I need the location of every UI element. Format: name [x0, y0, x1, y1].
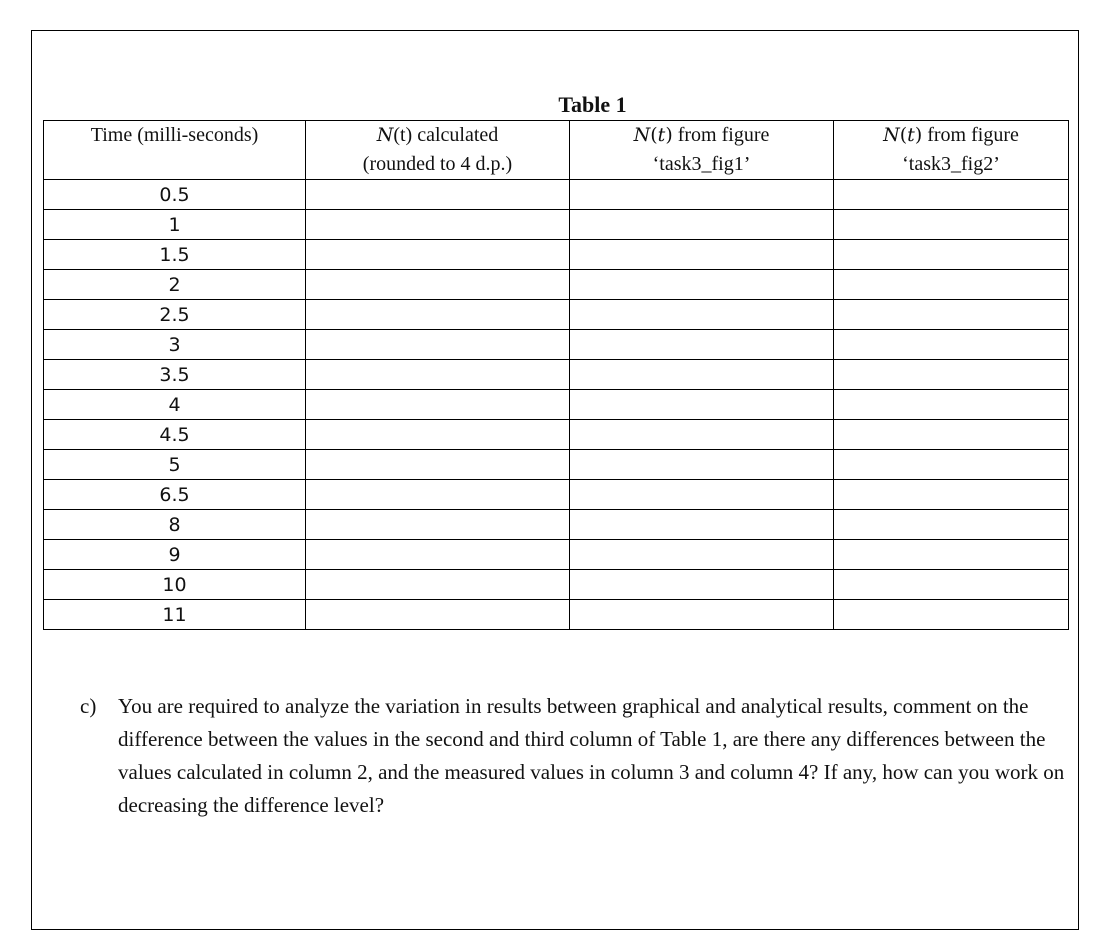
fig2-cell[interactable]	[834, 330, 1069, 360]
calculated-cell[interactable]	[306, 360, 570, 390]
calculated-cell[interactable]	[306, 330, 570, 360]
fig2-cell[interactable]	[834, 450, 1069, 480]
header-fig2	[834, 121, 1069, 180]
fig2-cell[interactable]	[834, 270, 1069, 300]
fig1-cell[interactable]	[570, 600, 834, 630]
fig2-cell[interactable]	[834, 480, 1069, 510]
header-fig2-paren-close: )	[914, 124, 923, 146]
header-calculated-line1: calculated	[412, 124, 499, 146]
fig1-cell[interactable]	[570, 210, 834, 240]
calculated-cell[interactable]	[306, 210, 570, 240]
fig2-cell[interactable]	[834, 300, 1069, 330]
table-row	[44, 390, 1069, 420]
results-table	[43, 120, 1069, 630]
time-cell: 11	[44, 600, 306, 630]
header-fig1-symbol: N	[633, 124, 651, 146]
header-time-label: Time (milli-seconds)	[90, 124, 259, 146]
fig2-cell[interactable]	[834, 600, 1069, 630]
fig1-cell[interactable]	[570, 480, 834, 510]
fig1-cell[interactable]	[570, 270, 834, 300]
time-cell: 8	[44, 510, 306, 540]
calculated-cell[interactable]	[306, 390, 570, 420]
calculated-cell[interactable]	[306, 570, 570, 600]
fig2-cell[interactable]	[834, 420, 1069, 450]
fig1-cell[interactable]	[570, 570, 834, 600]
question-c	[80, 690, 1070, 822]
calculated-cell[interactable]	[306, 480, 570, 510]
fig2-cell[interactable]	[834, 570, 1069, 600]
table-title: Table 1	[558, 92, 627, 117]
time-cell: 4	[44, 390, 306, 420]
time-cell: 2.5	[44, 300, 306, 330]
fig2-cell[interactable]	[834, 240, 1069, 270]
header-fig2-symbol: N	[883, 124, 900, 146]
table-row	[44, 240, 1069, 270]
time-cell: 10	[44, 570, 306, 600]
fig2-cell[interactable]	[834, 360, 1069, 390]
table-row	[44, 600, 1069, 630]
header-fig1-line1: from figure	[672, 124, 770, 146]
time-cell: 9	[44, 540, 306, 570]
header-fig1-paren-open: (	[650, 124, 658, 146]
table-row	[44, 300, 1069, 330]
fig1-cell[interactable]	[570, 540, 834, 570]
header-time	[44, 121, 306, 180]
table-row	[44, 570, 1069, 600]
time-cell: 5	[44, 450, 306, 480]
table-row	[44, 330, 1069, 360]
header-row	[44, 121, 1069, 180]
table-row	[44, 420, 1069, 450]
fig2-cell[interactable]	[834, 510, 1069, 540]
time-cell: 3	[44, 330, 306, 360]
header-fig1	[570, 121, 834, 180]
header-calculated-paren: (t)	[393, 124, 413, 146]
calculated-cell[interactable]	[306, 300, 570, 330]
time-cell: 3.5	[44, 360, 306, 390]
calculated-cell[interactable]	[306, 180, 570, 210]
table-row	[44, 360, 1069, 390]
header-calculated-symbol: N	[376, 124, 394, 146]
header-calculated	[306, 121, 570, 180]
header-fig1-line2: ‘task3_fig1’	[652, 153, 751, 175]
header-fig2-paren-open: (	[899, 124, 908, 146]
calculated-cell[interactable]	[306, 540, 570, 570]
header-fig1-t: t	[657, 124, 666, 146]
calculated-cell[interactable]	[306, 420, 570, 450]
question-text: You are required to analyze the variation in results between graphical and analytical results, comment on the difference between the values in the second and third column of Table 1, are there any differences between the values calculated in column 2, and the measured values in column 3 and column 4? If any, how can you work on decreasing the difference level?	[118, 694, 1065, 817]
table-row	[44, 510, 1069, 540]
time-cell: 2	[44, 270, 306, 300]
fig1-cell[interactable]	[570, 240, 834, 270]
time-cell: 1	[44, 210, 306, 240]
time-cell: 0.5	[44, 180, 306, 210]
header-fig2-t: t	[907, 124, 915, 146]
calculated-cell[interactable]	[306, 600, 570, 630]
fig1-cell[interactable]	[570, 450, 834, 480]
header-fig2-line2: ‘task3_fig2’	[902, 153, 1000, 175]
fig1-cell[interactable]	[570, 300, 834, 330]
header-fig2-line1: from figure	[922, 124, 1019, 146]
fig1-cell[interactable]	[570, 360, 834, 390]
time-cell: 6.5	[44, 480, 306, 510]
calculated-cell[interactable]	[306, 240, 570, 270]
fig1-cell[interactable]	[570, 420, 834, 450]
calculated-cell[interactable]	[306, 510, 570, 540]
table-row	[44, 270, 1069, 300]
calculated-cell[interactable]	[306, 270, 570, 300]
table-row	[44, 450, 1069, 480]
header-calculated-line2: (rounded to 4 d.p.)	[362, 153, 513, 175]
fig2-cell[interactable]	[834, 390, 1069, 420]
time-cell: 1.5	[44, 240, 306, 270]
fig1-cell[interactable]	[570, 390, 834, 420]
fig1-cell[interactable]	[570, 510, 834, 540]
question-marker: c)	[80, 694, 97, 718]
time-cell: 4.5	[44, 420, 306, 450]
fig1-cell[interactable]	[570, 330, 834, 360]
fig2-cell[interactable]	[834, 540, 1069, 570]
table-row	[44, 480, 1069, 510]
table-row	[44, 210, 1069, 240]
fig2-cell[interactable]	[834, 180, 1069, 210]
calculated-cell[interactable]	[306, 450, 570, 480]
header-fig1-paren-close: )	[665, 124, 673, 146]
fig1-cell[interactable]	[570, 180, 834, 210]
table-row	[44, 180, 1069, 210]
fig2-cell[interactable]	[834, 210, 1069, 240]
table-row	[44, 540, 1069, 570]
